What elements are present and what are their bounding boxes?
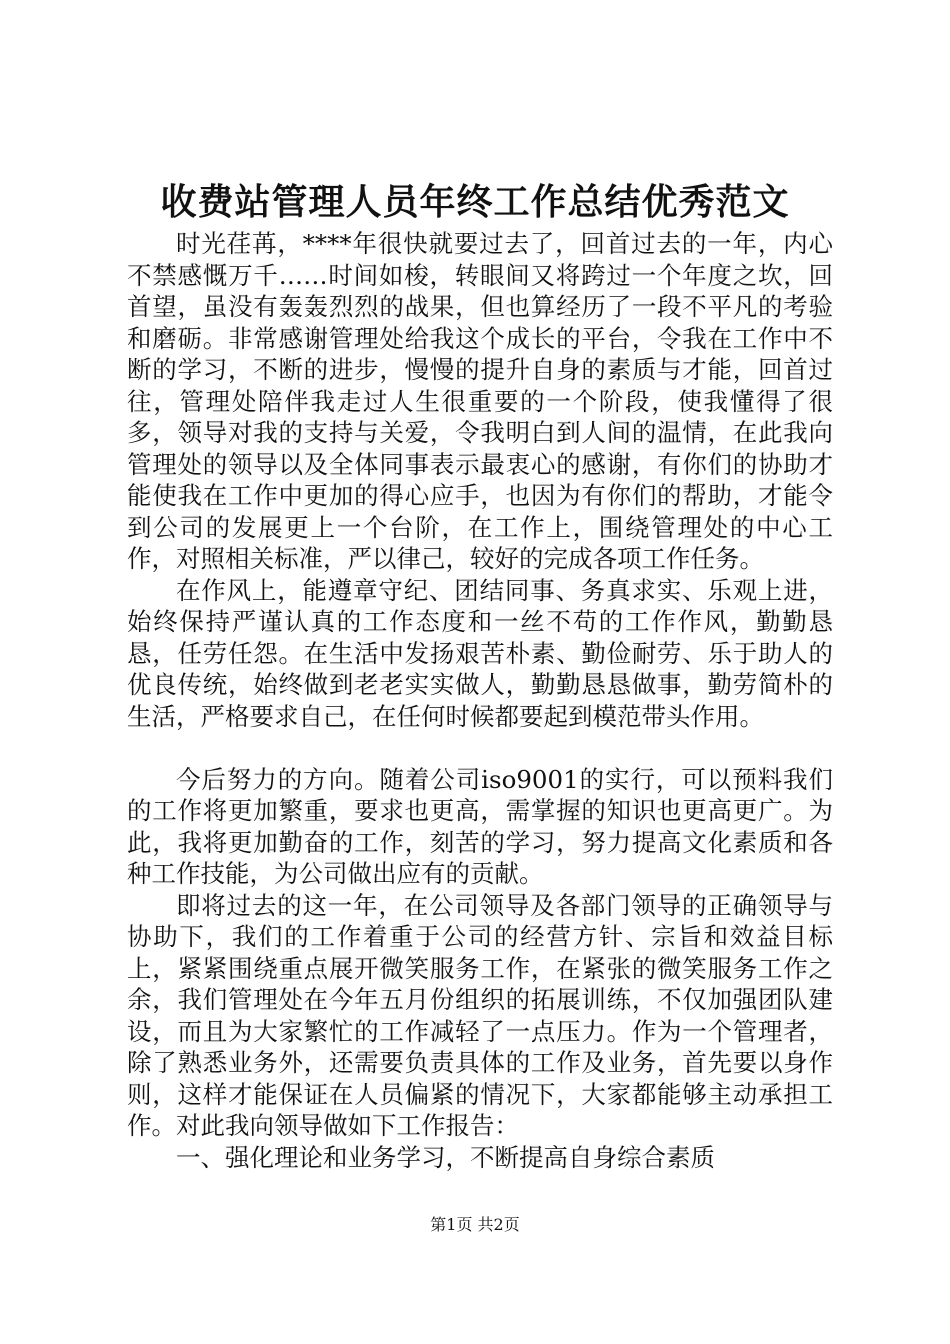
document-body: [127, 228, 833, 1173]
page-number-footer: 第1页 共2页: [430, 1215, 520, 1234]
paragraph-year-review: 即将过去的这一年，在公司领导及各部门领导的正确领导与协助下，我们的工作着重于公司的经营方针、宗旨和效益目标上，紧紧围绕重点展开微笑服务工作，在紧张的微笑服务工作之余，我们管理处在今年五月份组织的拓展训练，不仅加强团队建设，而且为大家繁忙的工作减轻了一点压力。作为一个管理者，除了熟悉业务外，还需要负责具体的工作及业务，首先要以身作则，这样才能保证在人员偏紧的情况下，大家都能够主动承担工作。对此我向领导做如下工作报告：: [127, 890, 833, 1140]
paragraph-intro: 时光荏苒，****年很快就要过去了，回首过去的一年，内心不禁感慨万千……时间如梭，转眼间又将跨过一个年度之坎，回首望，虽没有轰轰烈烈的战果，但也算经历了一段不平凡的考验和磨砺。非常感谢管理处给我这个成长的平台，令我在工作中不断的学习，不断的进步，慢慢的提升自身的素质与才能，回首过往，管理处陪伴我走过人生很重要的一个阶段，使我懂得了很多，领导对我的支持与关爱，令我明白到人间的温情，在此我向管理处的领导以及全体同事表示最衷心的感谢，有你们的协助才能使我在工作中更加的得心应手，也因为有你们的帮助，才能令到公司的发展更上一个台阶，在工作上，围绕管理处的中心工作，对照相关标准，严以律己，较好的完成各项工作任务。: [127, 229, 833, 573]
section-heading-1: 一、强化理论和业务学习，不断提高自身综合素质: [176, 1142, 715, 1172]
paragraph-work-style: 在作风上，能遵章守纪、团结同事、务真求实、乐观上进，始终保持严谨认真的工作态度和一丝不苟的工作作风，勤勤恳恳，任劳任怨。在生活中发扬艰苦朴素、勤俭耐劳、乐于助人的优良传统，始终做到老老实实做人，勤勤恳恳做事，勤劳简朴的生活，严格要求自己，在任何时候都要起到模范带头作用。: [127, 575, 833, 731]
paragraph-future-direction: 今后努力的方向。随着公司iso9001的实行，可以预料我们的工作将更加繁重，要求也更高，需掌握的知识也更高更广。为此，我将更加勤奋的工作，刻苦的学习，努力提高文化素质和各种工作技能，为公司做出应有的贡献。: [127, 764, 833, 888]
document-title: 收费站管理人员年终工作总结优秀范文: [160, 181, 790, 223]
